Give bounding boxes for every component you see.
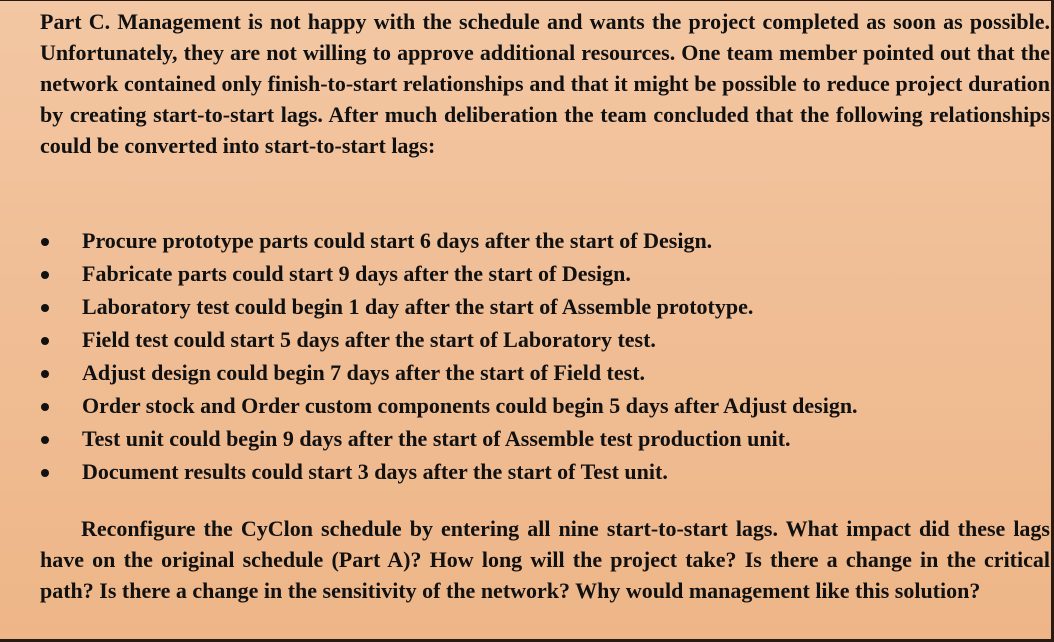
bullet-icon (41, 403, 49, 411)
list-item (40, 260, 1040, 293)
list-item (40, 425, 1040, 458)
list-item-text: Procure prototype parts could start 6 days after the start of Design. (82, 228, 713, 253)
lag-relationships-list (40, 227, 1040, 491)
list-item-text: Adjust design could begin 7 days after the start of Field test. (82, 360, 646, 385)
bullet-icon (41, 304, 49, 312)
list-item-text: Laboratory test could begin 1 day after the start of Assemble prototype. (82, 294, 754, 319)
list-item-text: Document results could start 3 days after the start of Test unit. (82, 459, 668, 484)
bullet-icon (41, 238, 49, 246)
bullet-icon (41, 436, 49, 444)
bullet-icon (41, 271, 49, 279)
list-item-text: Test unit could begin 9 days after the start of Assemble test production unit. (82, 426, 791, 451)
bullet-icon (41, 337, 49, 345)
closing-paragraph (40, 513, 1050, 606)
closing-text: Reconfigure the CyClon schedule by entering all nine start-to-start lags. What impact did these lags have on the original schedule (Part A)? How long will the project take? Is there a change in the critical path? Is there a change in the sensitivity of the network? Why would management like this solution? (40, 516, 1050, 603)
intro-paragraph: Part C. Management is not happy with the schedule and wants the project completed as soon as possible. Unfortunately, they are not willing to approve additional resources. One team member pointed out that the network contained only finish-to-start relationships and that it might be possible to reduce project duration by creating start-to-start lags. After much deliberation the team concluded that the following relationships could be converted into start-to-start lags: (40, 9, 1050, 158)
list-item (40, 227, 1040, 260)
list-item (40, 359, 1040, 392)
list-item (40, 293, 1040, 326)
bullet-icon (41, 469, 49, 477)
list-item-text: Fabricate parts could start 9 days after the start of Design. (82, 261, 631, 286)
list-item-text: Order stock and Order custom components could begin 5 days after Adjust design. (82, 393, 858, 418)
list-item (40, 392, 1040, 425)
list-item-text: Field test could start 5 days after the start of Laboratory test. (82, 327, 656, 352)
list-item (40, 458, 1040, 491)
bullet-icon (41, 370, 49, 378)
list-item (40, 326, 1040, 359)
